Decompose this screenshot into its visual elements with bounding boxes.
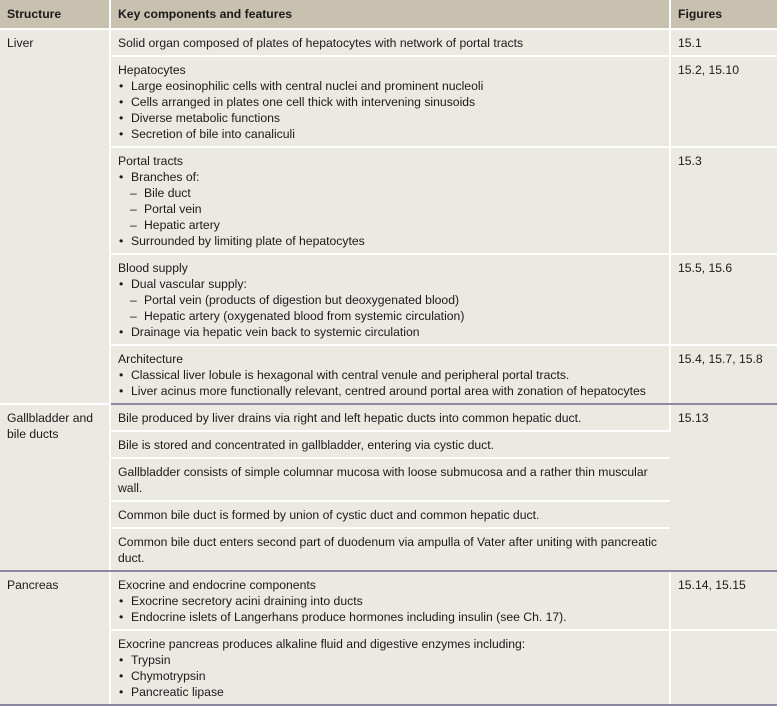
- hepatocytes-figures: 15.2, 15.10: [670, 56, 777, 147]
- blood-supply-cell: [110, 254, 670, 345]
- table-row: [0, 147, 777, 254]
- structure-gallbladder: Gallbladder and bile ducts: [0, 404, 110, 571]
- blood-supply-sublist: [118, 292, 662, 324]
- table-row: [0, 501, 777, 528]
- header-row: [0, 0, 777, 29]
- list-item: • Endocrine islets of Langerhans produce hormones including insulin (see Ch. 17).: [118, 609, 662, 625]
- gallbladder-text: Common bile duct is formed by union of cystic duct and common hepatic duct.: [110, 501, 670, 528]
- list-item: • Large eosinophilic cells with central nuclei and prominent nucleoli: [118, 78, 662, 94]
- portal-tracts-cell: [110, 147, 670, 254]
- architecture-list: [118, 367, 662, 399]
- list-item: • Pancreatic lipase: [118, 684, 662, 700]
- header-structure: Structure: [0, 0, 110, 29]
- architecture-figures: 15.4, 15.7, 15.8: [670, 345, 777, 404]
- table-row: [0, 528, 777, 571]
- portal-tracts-list: [118, 169, 662, 249]
- sub-list-item: – Hepatic artery (oxygenated blood from systemic circulation): [118, 308, 662, 324]
- architecture-cell: [110, 345, 670, 404]
- table-row: [0, 571, 777, 630]
- pancreas-enzymes-cell: [110, 630, 670, 705]
- list-item: [118, 169, 662, 233]
- liver-overview-figures: 15.1: [670, 29, 777, 56]
- table-row: [0, 404, 777, 431]
- table-row: [0, 345, 777, 404]
- pancreas-components-cell: [110, 571, 670, 630]
- liver-overview: Solid organ composed of plates of hepatocytes with network of portal tracts: [110, 29, 670, 56]
- table-row: [0, 254, 777, 345]
- list-item: • Chymotrypsin: [118, 668, 662, 684]
- portal-tracts-figures: 15.3: [670, 147, 777, 254]
- portal-tracts-title: Portal tracts: [118, 154, 184, 168]
- pancreas-enzymes-list: [118, 652, 662, 700]
- list-item: • Drainage via hepatic vein back to systemic circulation: [118, 324, 662, 340]
- list-item: • Liver acinus more functionally relevant, centred around portal area with zonation of hepatocytes: [118, 383, 662, 399]
- table-row: [0, 56, 777, 147]
- header-features: Key components and features: [110, 0, 670, 29]
- blood-supply-list: [118, 276, 662, 340]
- gallbladder-text: Bile is stored and concentrated in gallbladder, entering via cystic duct.: [110, 431, 670, 458]
- header-figures: Figures: [670, 0, 777, 29]
- hepatocytes-list: [118, 78, 662, 142]
- pancreas-components-title: Exocrine and endocrine components: [118, 578, 316, 592]
- structure-liver: Liver: [0, 29, 110, 404]
- list-item-label: Dual vascular supply:: [131, 277, 247, 291]
- hepatocytes-title: Hepatocytes: [118, 63, 186, 77]
- table-row: [0, 630, 777, 705]
- table-row: [0, 458, 777, 501]
- list-item: • Secretion of bile into canaliculi: [118, 126, 662, 142]
- list-item: • Exocrine secretory acini draining into ducts: [118, 593, 662, 609]
- list-item-label: Branches of:: [131, 170, 200, 184]
- sub-list-item: – Portal vein (products of digestion but deoxygenated blood): [118, 292, 662, 308]
- gallbladder-text: Gallbladder consists of simple columnar mucosa with loose submucosa and a rather thin muscular wall.: [110, 458, 670, 501]
- structure-pancreas: Pancreas: [0, 571, 110, 705]
- pancreas-enzymes-figures: [670, 630, 777, 705]
- list-item: • Diverse metabolic functions: [118, 110, 662, 126]
- hepatocytes-cell: [110, 56, 670, 147]
- blood-supply-figures: 15.5, 15.6: [670, 254, 777, 345]
- table-row: [0, 431, 777, 458]
- portal-tracts-sublist: [118, 185, 662, 233]
- list-item: • Classical liver lobule is hexagonal with central venule and peripheral portal tracts.: [118, 367, 662, 383]
- sub-list-item: – Hepatic artery: [118, 217, 662, 233]
- pancreas-components-figures: 15.14, 15.15: [670, 571, 777, 630]
- gallbladder-text: Common bile duct enters second part of duodenum via ampulla of Vater after uniting with pancreatic duct.: [110, 528, 670, 571]
- pancreas-enzymes-title: Exocrine pancreas produces alkaline fluid and digestive enzymes including:: [118, 637, 526, 651]
- gallbladder-figures: 15.13: [670, 404, 777, 571]
- sub-list-item: – Bile duct: [118, 185, 662, 201]
- list-item: • Surrounded by limiting plate of hepatocytes: [118, 233, 662, 249]
- sub-list-item: – Portal vein: [118, 201, 662, 217]
- list-item: • Trypsin: [118, 652, 662, 668]
- gallbladder-text: Bile produced by liver drains via right and left hepatic ducts into common hepatic duct.: [110, 404, 670, 431]
- table-row: [0, 29, 777, 56]
- list-item: • Cells arranged in plates one cell thick with intervening sinusoids: [118, 94, 662, 110]
- pancreas-components-list: [118, 593, 662, 625]
- architecture-title: Architecture: [118, 352, 184, 366]
- blood-supply-title: Blood supply: [118, 261, 188, 275]
- list-item: [118, 276, 662, 324]
